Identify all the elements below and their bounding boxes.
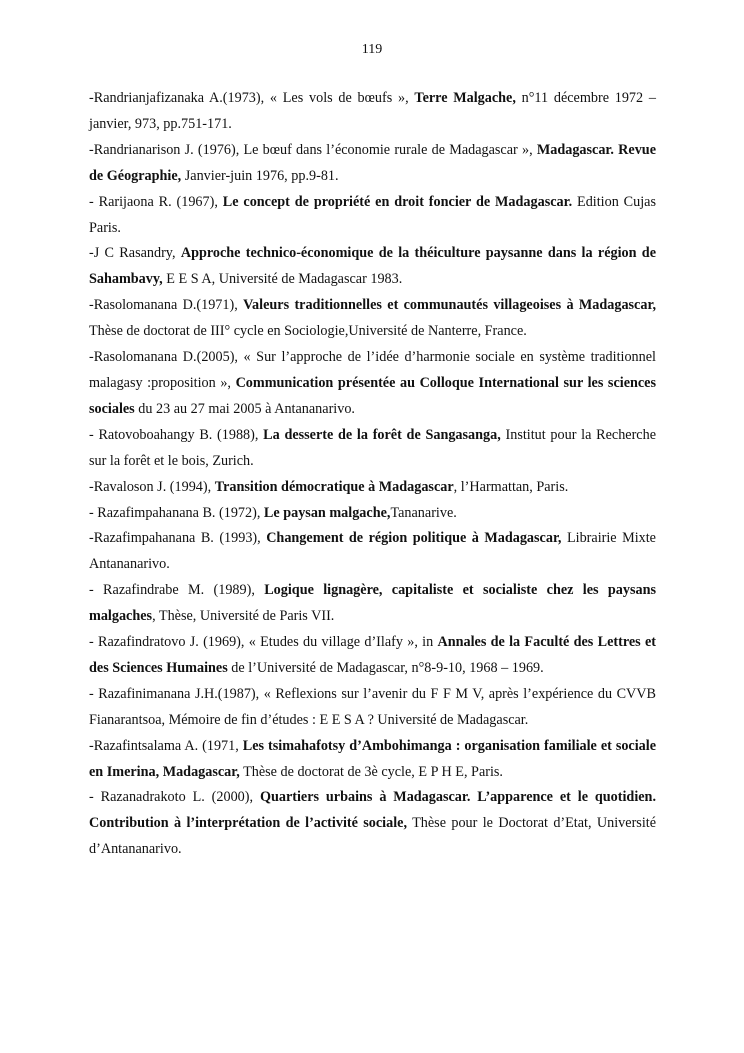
entry-text: , l’Harmattan, Paris. bbox=[453, 478, 569, 495]
entry-text: - Razafindrabe M. (1989), bbox=[89, 582, 265, 599]
entry-text: -Ravaloson J. (1994), bbox=[89, 478, 215, 495]
bibliography-entry bbox=[89, 241, 656, 293]
entry-title: Quartiers urbains à Madagascar. L’apparence et le quotidien. Contribution à l’interprétation de l’activité sociale, bbox=[89, 789, 656, 832]
entry-text: - Ratovoboahangy B. (1988), bbox=[89, 426, 264, 443]
entry-text: E E S A, Université de Madagascar 1983. bbox=[162, 271, 403, 288]
bibliography-entry bbox=[89, 682, 656, 734]
entry-title: Le concept de propriété en droit foncier de Madagascar. bbox=[222, 193, 573, 210]
entry-title: Terre Malgache, bbox=[414, 90, 516, 106]
entry-text: -J C Rasandry, bbox=[89, 245, 181, 262]
bibliography-entry bbox=[89, 190, 656, 242]
bibliography-entry bbox=[89, 526, 656, 578]
bibliography-entry bbox=[89, 501, 656, 527]
bibliography-entry bbox=[89, 475, 656, 501]
entry-text: n°11 décembre 1972 – janvier, 973, pp.751-171. bbox=[89, 90, 656, 132]
bibliography-entry bbox=[89, 423, 656, 475]
entry-text: - Razafimpahanana B. (1972), bbox=[89, 504, 264, 521]
bibliography-entry bbox=[89, 785, 656, 863]
entry-text: - Razafinimanana J.H.(1987), « Reflexions sur l’avenir du F F M V, après l’expérience du CVVB Fianarantsoa, Mémoire de fin d’études : E E S A ? Université de Madagascar. bbox=[89, 685, 656, 728]
entry-text: - Rarijaona R. (1967), bbox=[89, 193, 223, 210]
entry-text: -Razafimpahanana B. (1993), bbox=[89, 530, 267, 547]
entry-text: -Rasolomanana D.(2005), « Sur l’approche de l’idée d’harmonie sociale en système traditionnel malagasy :proposition », bbox=[89, 349, 656, 391]
bibliography-entry bbox=[89, 630, 656, 682]
entry-text: de l’Université de Madagascar, n°8-9-10, 1968 – 1969. bbox=[227, 659, 544, 676]
entry-text: Edition Cujas Paris. bbox=[89, 193, 656, 236]
entry-title: Changement de région politique à Madagascar, bbox=[266, 530, 562, 547]
entry-title: Valeurs traditionnelles et communautés villageoises à Madagascar, bbox=[243, 297, 656, 314]
entry-text: Institut pour la Recherche sur la forêt et le bois, Zurich. bbox=[89, 426, 656, 469]
entry-text: Librairie Mixte Antananarivo. bbox=[89, 530, 656, 573]
entry-text: -Razafintsalama A. (1971, bbox=[89, 737, 243, 754]
entry-title: Transition démocratique à Madagascar bbox=[214, 478, 454, 495]
bibliography-entry bbox=[89, 345, 656, 423]
bibliography-entry bbox=[89, 578, 656, 630]
entry-title: Approche technico-économique de la théiculture paysanne dans la région de Sahambavy, bbox=[89, 245, 656, 288]
bibliography-entry bbox=[89, 734, 656, 786]
entry-title: Madagascar. Revue de Géographie, bbox=[89, 141, 656, 184]
entry-title: Annales de la Faculté des Lettres et des Sciences Humaines bbox=[89, 634, 656, 676]
entry-title: Les tsimahafotsy d’Ambohimanga : organisation familiale et sociale en Imerina, Madagascar, bbox=[89, 737, 657, 780]
entry-text: Thèse pour le Doctorat d’Etat, Université d’Antananarivo. bbox=[89, 815, 656, 858]
entry-text: - Razanadrakoto L. (2000), bbox=[89, 789, 260, 806]
bibliography-entry bbox=[89, 138, 656, 190]
entry-title: Communication présentée au Colloque International sur les sciences sociales bbox=[89, 374, 656, 417]
entry-text: -Randrianjafizanaka A.(1973), « Les vols de bœufs », bbox=[89, 90, 415, 106]
bibliography-list bbox=[89, 86, 656, 863]
bibliography-entry bbox=[89, 293, 656, 345]
entry-text: du 23 au 27 mai 2005 à Antananarivo. bbox=[134, 400, 355, 417]
entry-text: Tananarive. bbox=[390, 504, 457, 521]
bibliography-entry bbox=[89, 86, 656, 138]
entry-text: -Rasolomanana D.(1971), bbox=[89, 297, 244, 314]
entry-text: , Thèse, Université de Paris VII. bbox=[152, 608, 335, 625]
entry-text: Thèse de doctorat de 3è cycle, E P H E, Paris. bbox=[239, 763, 503, 780]
entry-text: -Randrianarison J. (1976), Le bœuf dans l’économie rurale de Madagascar », bbox=[89, 141, 537, 158]
entry-text: Thèse de doctorat de III° cycle en Sociologie,Université de Nanterre, France. bbox=[89, 323, 527, 340]
page-number: 119 bbox=[361, 42, 383, 57]
entry-text: Janvier-juin 1976, pp.9-81. bbox=[181, 167, 339, 184]
entry-text: - Razafindratovo J. (1969), « Etudes du village d’Ilafy », in bbox=[89, 634, 438, 651]
entry-title: Logique lignagère, capitaliste et socialiste chez les paysans malgaches bbox=[89, 582, 656, 625]
entry-title: La desserte de la forêt de Sangasanga, bbox=[263, 426, 501, 443]
entry-title: Le paysan malgache, bbox=[263, 504, 391, 521]
